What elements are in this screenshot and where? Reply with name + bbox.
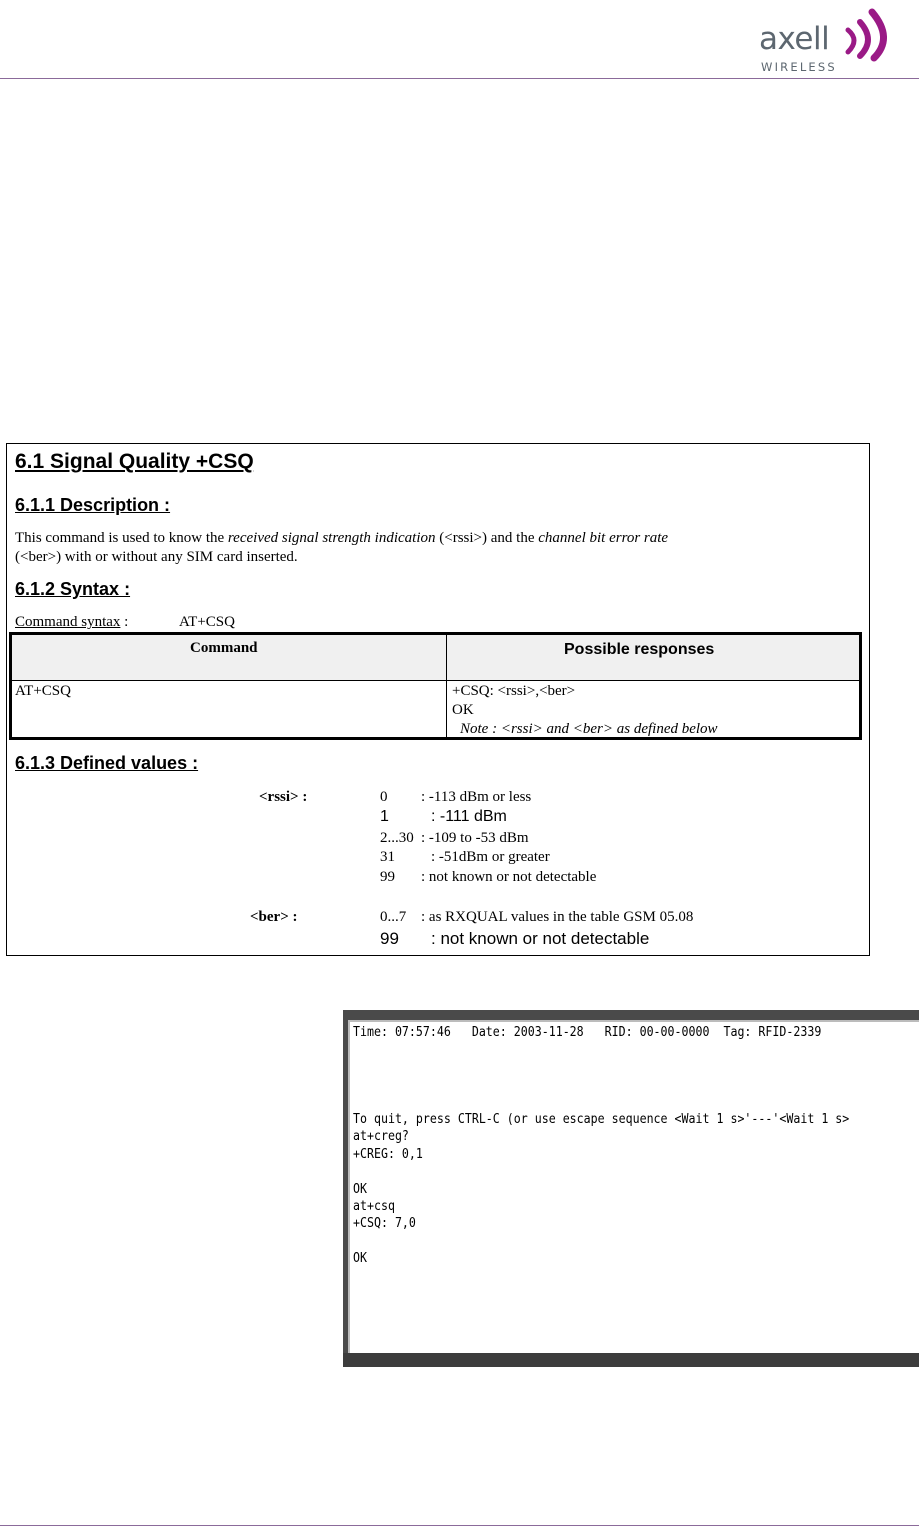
ber-value-desc: : not known or not detectable: [431, 929, 650, 948]
rssi-value-desc: : -113 dBm or less: [421, 789, 532, 805]
rssi-value-key: 2...30: [380, 830, 414, 846]
terminal-line: Time: 07:57:46 Date: 2003-11-28 RID: 00-00-0000 Tag: RFID-2339: [353, 1024, 822, 1040]
table-cell-response: OK: [452, 702, 474, 718]
terminal-output: [353, 1024, 849, 1267]
ber-value-key: 99: [380, 929, 399, 948]
terminal-line: +CSQ: 7,0: [353, 1215, 416, 1232]
terminal-line: at+csq: [353, 1197, 395, 1214]
command-syntax-row: [15, 614, 128, 631]
rssi-value-key: 99: [380, 869, 395, 885]
command-syntax-label: Command syntax: [15, 614, 121, 630]
defined-values-heading: 6.1.3 Defined values :: [15, 753, 199, 773]
rssi-value-desc: : -109 to -53 dBm: [421, 830, 529, 846]
syntax-heading: 6.1.2 Syntax :: [15, 579, 131, 599]
table-cell-note: Note : <rssi> and <ber> as defined below: [460, 721, 718, 737]
terminal-scrollbar[interactable]: [343, 1353, 919, 1367]
terminal-line: [353, 1163, 849, 1180]
terminal-line: OK: [353, 1250, 367, 1267]
description-line-2: (<ber>) with or without any SIM card inserted.: [15, 549, 298, 565]
terminal-line: at+creg?: [353, 1128, 409, 1145]
rssi-value-key: 1: [380, 808, 389, 825]
rssi-label: <rssi> :: [259, 789, 308, 805]
terminal-screen: [348, 1020, 919, 1363]
command-syntax-value: AT+CSQ: [179, 614, 235, 630]
table-column-divider: [446, 635, 447, 737]
csq-spec-excerpt: [6, 443, 870, 956]
csq-command-table: [9, 632, 862, 740]
table-header-row: [12, 635, 859, 681]
table-header-responses: Possible responses: [564, 641, 715, 658]
rssi-value-desc: : not known or not detectable: [421, 869, 597, 885]
table-cell-response: +CSQ: <rssi>,<ber>: [452, 683, 576, 699]
axell-wireless-logo: [752, 2, 912, 78]
table-cell-command: AT+CSQ: [15, 683, 71, 699]
terminal-line: OK: [353, 1180, 367, 1197]
terminal-line: [353, 1059, 849, 1076]
description-emphasis-ber: channel bit error rate: [538, 530, 669, 546]
header-rule: [0, 78, 919, 79]
footer-rule: [0, 1525, 919, 1526]
terminal-line: [353, 1094, 849, 1111]
description-emphasis-rssi: received signal strength indication: [227, 530, 436, 546]
logo-wordmark: axell: [759, 21, 830, 57]
description-heading: 6.1.1 Description :: [15, 495, 171, 515]
terminal-line: [353, 1233, 849, 1250]
description-text: This command is used to know the: [15, 530, 228, 546]
rssi-value-desc: : -111 dBm: [431, 808, 507, 825]
terminal-line: +CREG: 0,1: [353, 1145, 423, 1162]
description-line-1: [15, 530, 668, 547]
table-header-command: Command: [190, 640, 258, 656]
command-syntax-separator: :: [120, 614, 129, 630]
rssi-value-desc: : -51dBm or greater: [431, 849, 550, 865]
description-text: (<rssi>) and the: [435, 530, 539, 546]
logo-wave-icon: [842, 2, 906, 62]
section-title: 6.1 Signal Quality +CSQ: [15, 450, 254, 473]
terminal-line: [353, 1041, 849, 1058]
ber-value-desc: : as RXQUAL values in the table GSM 05.08: [421, 909, 694, 925]
terminal-line: [353, 1076, 849, 1093]
ber-value-key: 0...7: [380, 909, 407, 925]
terminal-window: [343, 1010, 919, 1367]
terminal-line: To quit, press CTRL-C (or use escape sequence <Wait 1 s>'---'<Wait 1 s>: [353, 1110, 850, 1127]
rssi-value-key: 0: [380, 789, 388, 805]
rssi-value-key: 31: [380, 849, 395, 865]
ber-label: <ber> :: [250, 909, 298, 925]
logo-subtitle: WIRELESS: [761, 60, 837, 74]
